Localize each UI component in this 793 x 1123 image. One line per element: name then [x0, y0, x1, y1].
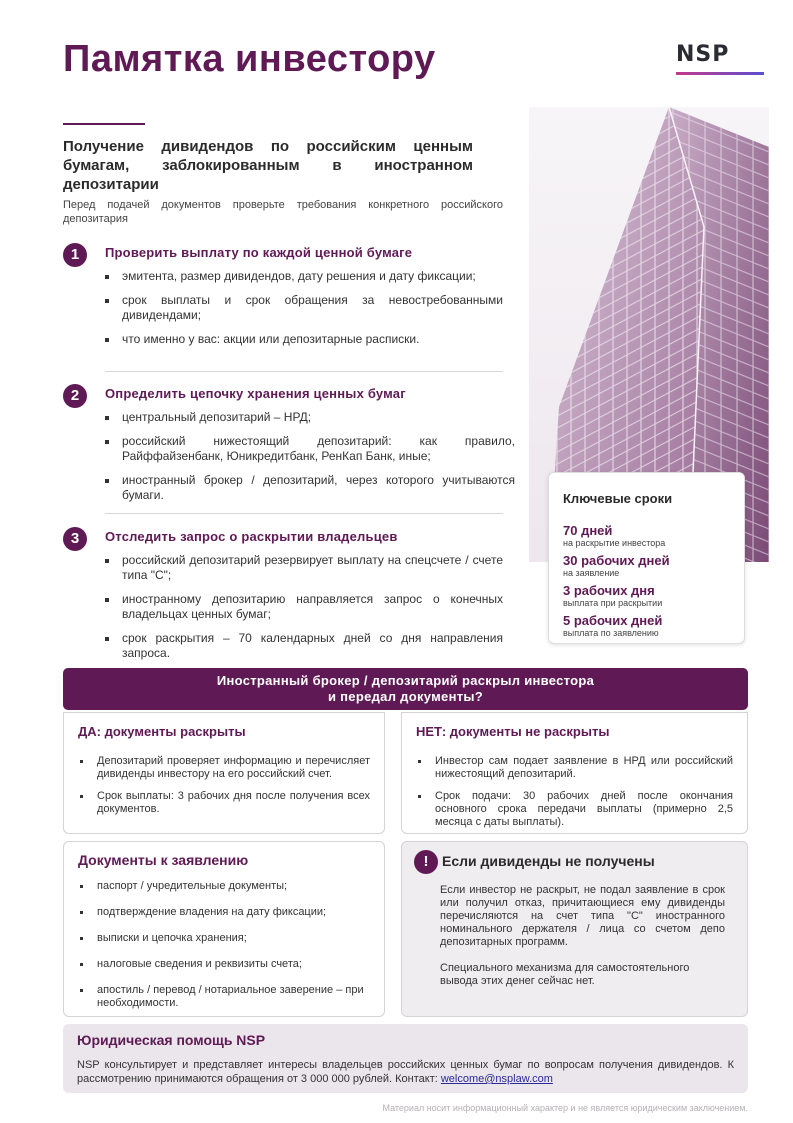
- step-title-3: Отследить запрос о раскрытии владельцев: [105, 529, 398, 544]
- list-item: срок раскрытия – 70 календарных дней со дня направления запроса.: [105, 631, 503, 661]
- step-divider: [105, 371, 503, 372]
- key-term-value: 30 рабочих дней: [563, 553, 670, 568]
- yes-title: ДА: документы раскрыты: [78, 724, 246, 739]
- key-term-item: [563, 523, 730, 549]
- step-title-1: Проверить выплату по каждой ценной бумаге: [105, 245, 413, 260]
- list-item: Инвестор сам подает заявление в НРД или российский нижестоящий депозитарий.: [416, 755, 733, 781]
- list-item: подтверждение владения на дату фиксации;: [78, 906, 370, 919]
- no-box: [401, 712, 748, 834]
- yes-list: [78, 755, 370, 816]
- list-item: иностранный брокер / депозитарий, через которого учитываются бумаги.: [105, 473, 515, 503]
- not-received-box: [401, 841, 748, 1017]
- key-term-item: [563, 583, 730, 609]
- contact-email-link[interactable]: welcome@nsplaw.com: [440, 1073, 553, 1085]
- step-3-list: [105, 553, 503, 670]
- key-terms-title: Ключевые сроки: [563, 491, 673, 506]
- disclaimer: Материал носит информационный характер и не является юридическим заключением.: [382, 1103, 748, 1113]
- question-banner: [63, 668, 748, 710]
- list-item: Депозитарий проверяет информацию и перечисляет дивиденды инвестору на его российский счет.: [78, 755, 370, 781]
- key-term-item: [563, 553, 730, 579]
- key-terms-card: [548, 472, 745, 644]
- no-title: НЕТ: документы не раскрыты: [416, 724, 610, 739]
- not-received-note: Специального механизма для самостоятельного вывода этих денег сейчас нет.: [440, 962, 690, 987]
- key-term-note: выплата по заявлению: [563, 628, 659, 638]
- list-item: российский депозитарий резервирует выплату на спецсчете / счете типа "С";: [105, 553, 503, 583]
- key-term-value: 70 дней: [563, 523, 613, 538]
- list-item: апостиль / перевод / нотариальное заверение – при необходимости.: [78, 984, 370, 1010]
- documents-list: [78, 880, 370, 1010]
- legal-help-title: Юридическая помощь NSP: [77, 1032, 266, 1048]
- list-item: налоговые сведения и реквизиты счета;: [78, 958, 370, 971]
- logo-text: NSP: [676, 42, 730, 67]
- list-item: центральный депозитарий – НРД;: [105, 410, 515, 425]
- step-title-2: Определить цепочку хранения ценных бумаг: [105, 386, 406, 401]
- title-rule: [63, 123, 145, 125]
- key-term-value: 5 рабочих дней: [563, 613, 663, 628]
- list-item: выписки и цепочка хранения;: [78, 932, 370, 945]
- step-1: [63, 243, 503, 363]
- list-item: иностранному депозитарию направляется запрос о конечных владельцах ценных бумаг;: [105, 592, 503, 622]
- step-number-3: 3: [63, 527, 87, 551]
- step-2: [63, 384, 515, 504]
- not-received-title: Если дивиденды не получены: [442, 853, 655, 869]
- key-term-note: на заявление: [563, 568, 620, 578]
- list-item: срок выплаты и срок обращения за невостребованными дивидендами;: [105, 293, 503, 323]
- yes-box: [63, 712, 385, 834]
- step-number-1: 1: [63, 243, 87, 267]
- key-term-item: [563, 613, 730, 639]
- step-1-list: [105, 269, 503, 356]
- list-item: российский нижестоящий депозитарий: как правило, Райффайзенбанк, Юникредитбанк, РенКап Банк, иные;: [105, 434, 515, 464]
- list-item: паспорт / учредительные документы;: [78, 880, 370, 893]
- list-item: эмитента, размер дивидендов, дату решения и дату фиксации;: [105, 269, 503, 284]
- question-line-1: Иностранный брокер / депозитарий раскрыл инвестора: [216, 673, 595, 688]
- legal-help-text: [77, 1058, 734, 1086]
- exclamation-icon: !: [414, 850, 438, 874]
- step-divider: [105, 513, 503, 514]
- legal-help-box: [63, 1024, 748, 1093]
- key-term-note: на раскрытие инвестора: [563, 538, 666, 548]
- intro-text: Перед подачей документов проверьте требования конкретного российского депозитария: [63, 199, 503, 225]
- legal-help-body: NSP консультирует и представляет интересы владельцев российских ценных бумаг по вопросам получения дивидендов. К рассмотрению принимаются обращения от 3 000 000 рублей. Контакт:: [77, 1059, 734, 1085]
- key-term-value: 3 рабочих дня: [563, 583, 655, 598]
- list-item: Срок подачи: 30 рабочих дней после окончания основного срока передачи выплаты (примерно 2,5 месяца с даты выплаты).: [416, 790, 733, 829]
- list-item: что именно у вас: акции или депозитарные расписки.: [105, 332, 503, 347]
- step-3: [63, 527, 503, 662]
- no-list: [416, 755, 733, 829]
- step-number-2: 2: [63, 384, 87, 408]
- page-title: Памятка инвестору: [63, 38, 436, 80]
- documents-box: [63, 841, 385, 1017]
- logo-underline: [676, 72, 764, 75]
- key-term-note: выплата при раскрытии: [563, 598, 663, 608]
- list-item: Срок выплаты: 3 рабочих дня после получения всех документов.: [78, 790, 370, 816]
- documents-title: Документы к заявлению: [78, 852, 249, 868]
- step-2-list: [105, 410, 515, 512]
- nsp-logo: [676, 42, 764, 82]
- not-received-text: Если инвестор не раскрыт, не подал заявление в срок или получил отказ, причитающиеся ему дивиденды перечисляются на счет типа "С" иностранного номинального держателя / лица со счетом депо депозитарных программ.: [440, 884, 725, 948]
- question-line-2: и передал документы?: [327, 689, 484, 704]
- subtitle: Получение дивидендов по российским ценным бумагам, заблокированным в иностранном депозитарии: [63, 138, 473, 193]
